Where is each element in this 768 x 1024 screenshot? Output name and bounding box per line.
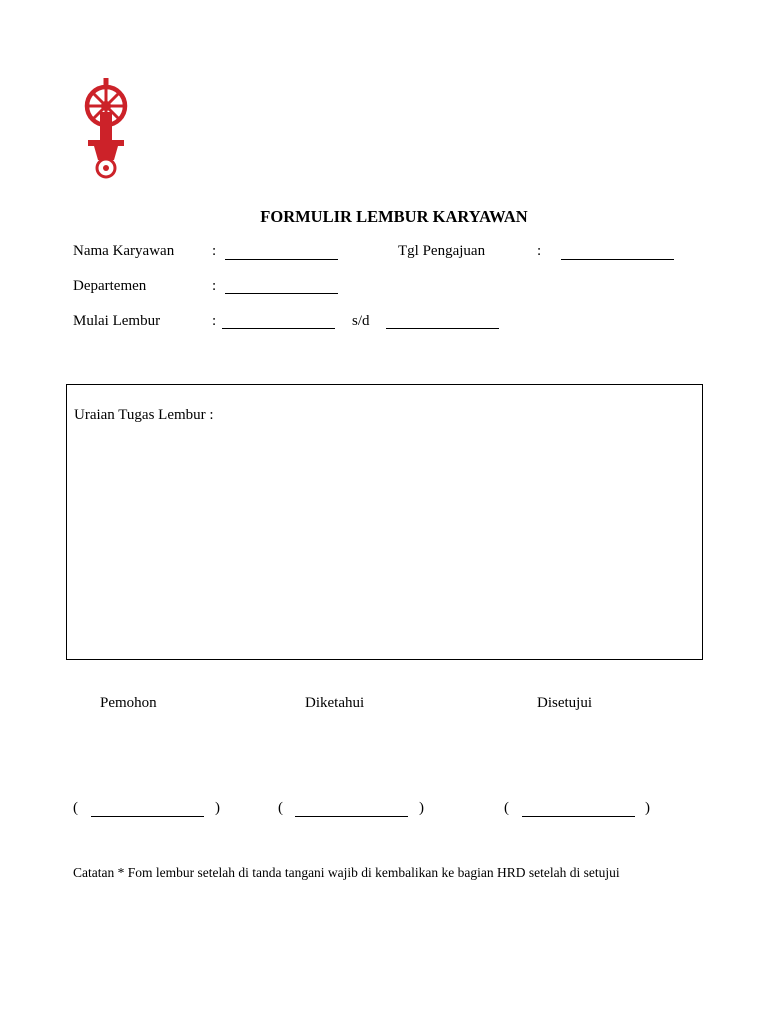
selesai-lembur-field[interactable] — [386, 328, 499, 329]
sd-label: s/d — [352, 313, 370, 329]
pemohon-label: Pemohon — [100, 695, 157, 711]
task-description-box[interactable] — [66, 384, 703, 660]
nama-karyawan-label: Nama Karyawan — [73, 243, 175, 259]
pemohon-signature-field[interactable] — [91, 816, 204, 817]
pemohon-close-paren: ) — [215, 800, 220, 816]
departemen-field[interactable] — [225, 293, 338, 294]
departemen-colon: : — [212, 278, 217, 294]
diketahui-open-paren: ( — [278, 800, 283, 816]
footnote: Catatan * Fom lembur setelah di tanda tangani wajib di kembalikan ke bagian HRD setelah di setujui — [73, 865, 620, 880]
diketahui-signature-field[interactable] — [295, 816, 408, 817]
tgl-pengajuan-label: Tgl Pengajuan — [398, 243, 486, 259]
diketahui-close-paren: ) — [419, 800, 424, 816]
mulai-lembur-label: Mulai Lembur — [73, 313, 161, 329]
disetujui-signature-field[interactable] — [522, 816, 635, 817]
tgl-colon: : — [537, 243, 542, 259]
mulai-lembur-field[interactable] — [222, 328, 335, 329]
nama-colon: : — [212, 243, 217, 259]
mulai-colon: : — [212, 313, 217, 329]
disetujui-open-paren: ( — [504, 800, 509, 816]
task-description-label: Uraian Tugas Lembur : — [74, 407, 214, 423]
form-title: FORMULIR LEMBUR KARYAWAN — [260, 207, 528, 226]
disetujui-label: Disetujui — [537, 695, 592, 711]
diketahui-label: Diketahui — [305, 695, 365, 711]
tgl-pengajuan-field[interactable] — [561, 259, 674, 260]
pemohon-open-paren: ( — [73, 800, 78, 816]
nama-karyawan-field[interactable] — [225, 259, 338, 260]
valve-wheel-logo-icon — [80, 76, 132, 182]
disetujui-close-paren: ) — [645, 800, 650, 816]
departemen-label: Departemen — [73, 278, 147, 294]
